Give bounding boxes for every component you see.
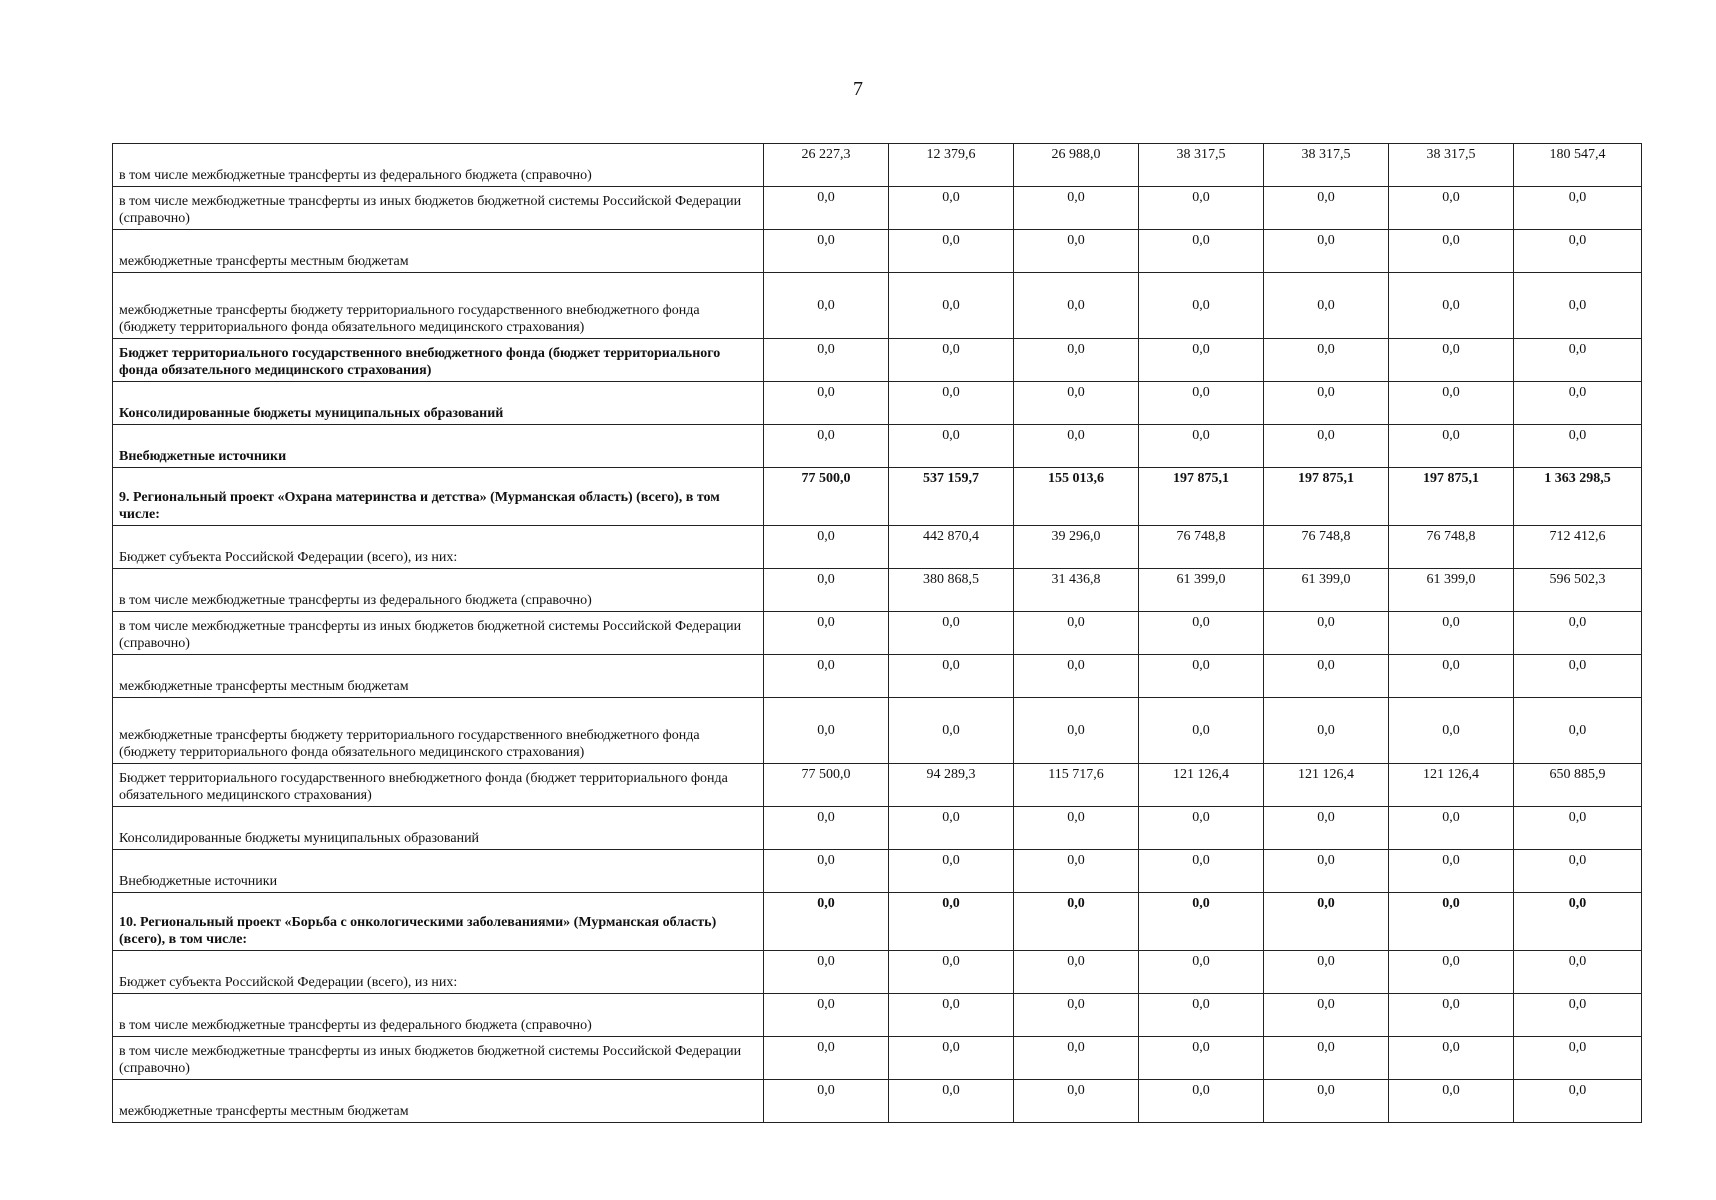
value-cell: 0,0	[1264, 612, 1389, 655]
value-cell: 0,0	[764, 339, 889, 382]
row-label: Бюджет субъекта Российской Федерации (всего), из них:	[113, 526, 764, 569]
value-cell: 0,0	[1014, 1080, 1139, 1123]
value-cell: 0,0	[1139, 187, 1264, 230]
value-cell: 537 159,7	[889, 468, 1014, 526]
value-cell: 0,0	[1264, 893, 1389, 951]
table-row	[113, 526, 1642, 569]
value-cell: 0,0	[1264, 655, 1389, 698]
value-cell: 0,0	[1514, 850, 1642, 893]
row-label: в том числе межбюджетные трансферты из федерального бюджета (справочно)	[113, 144, 764, 187]
value-cell: 0,0	[1014, 1037, 1139, 1080]
table-row	[113, 569, 1642, 612]
value-cell: 0,0	[889, 951, 1014, 994]
row-label: 9. Региональный проект «Охрана материнства и детства» (Мурманская область) (всего), в том числе:	[113, 468, 764, 526]
table-row	[113, 187, 1642, 230]
table-row	[113, 850, 1642, 893]
table-row	[113, 230, 1642, 273]
value-cell: 155 013,6	[1014, 468, 1139, 526]
value-cell: 0,0	[1389, 273, 1514, 339]
value-cell: 0,0	[1014, 951, 1139, 994]
table-row	[113, 382, 1642, 425]
value-cell: 0,0	[1514, 994, 1642, 1037]
value-cell: 0,0	[1014, 893, 1139, 951]
row-label: межбюджетные трансферты бюджету территориального государственного внебюджетного фонда (бюджету территориального фонда обязательного медицинского страхования)	[113, 698, 764, 764]
table-row	[113, 339, 1642, 382]
table-row	[113, 893, 1642, 951]
value-cell: 650 885,9	[1514, 764, 1642, 807]
value-cell: 0,0	[764, 807, 889, 850]
value-cell: 0,0	[1389, 850, 1514, 893]
value-cell: 0,0	[1389, 230, 1514, 273]
value-cell: 0,0	[1264, 230, 1389, 273]
value-cell: 0,0	[1514, 339, 1642, 382]
value-cell: 0,0	[764, 655, 889, 698]
value-cell: 0,0	[1014, 698, 1139, 764]
value-cell: 12 379,6	[889, 144, 1014, 187]
value-cell: 0,0	[889, 850, 1014, 893]
value-cell: 0,0	[1014, 382, 1139, 425]
value-cell: 0,0	[889, 655, 1014, 698]
value-cell: 76 748,8	[1139, 526, 1264, 569]
table-row	[113, 273, 1642, 339]
value-cell: 38 317,5	[1139, 144, 1264, 187]
value-cell: 77 500,0	[764, 764, 889, 807]
value-cell: 0,0	[1514, 187, 1642, 230]
value-cell: 0,0	[1139, 994, 1264, 1037]
value-cell: 26 227,3	[764, 144, 889, 187]
value-cell: 61 399,0	[1264, 569, 1389, 612]
value-cell: 0,0	[1014, 339, 1139, 382]
value-cell: 0,0	[1514, 1037, 1642, 1080]
value-cell: 0,0	[764, 425, 889, 468]
value-cell: 0,0	[1389, 382, 1514, 425]
value-cell: 0,0	[764, 230, 889, 273]
value-cell: 0,0	[889, 612, 1014, 655]
value-cell: 0,0	[1139, 850, 1264, 893]
page-number: 7	[853, 78, 863, 100]
value-cell: 94 289,3	[889, 764, 1014, 807]
value-cell: 0,0	[1514, 807, 1642, 850]
value-cell: 0,0	[889, 994, 1014, 1037]
value-cell: 0,0	[1514, 655, 1642, 698]
value-cell: 0,0	[1014, 850, 1139, 893]
value-cell: 0,0	[1014, 655, 1139, 698]
value-cell: 0,0	[1514, 612, 1642, 655]
row-label: Внебюджетные источники	[113, 425, 764, 468]
value-cell: 0,0	[889, 339, 1014, 382]
value-cell: 0,0	[764, 850, 889, 893]
value-cell: 0,0	[1014, 612, 1139, 655]
row-label: в том числе межбюджетные трансферты из иных бюджетов бюджетной системы Российской Федерации (справочно)	[113, 187, 764, 230]
value-cell: 0,0	[889, 230, 1014, 273]
row-label: межбюджетные трансферты местным бюджетам	[113, 230, 764, 273]
table-row	[113, 1037, 1642, 1080]
table-row	[113, 698, 1642, 764]
value-cell: 0,0	[889, 382, 1014, 425]
value-cell: 0,0	[889, 698, 1014, 764]
value-cell: 0,0	[764, 187, 889, 230]
value-cell: 0,0	[764, 698, 889, 764]
value-cell: 0,0	[889, 1080, 1014, 1123]
value-cell: 0,0	[1264, 187, 1389, 230]
table-row	[113, 994, 1642, 1037]
value-cell: 0,0	[1514, 698, 1642, 764]
value-cell: 38 317,5	[1389, 144, 1514, 187]
value-cell: 61 399,0	[1389, 569, 1514, 612]
value-cell: 0,0	[889, 807, 1014, 850]
value-cell: 0,0	[1514, 273, 1642, 339]
value-cell: 0,0	[889, 893, 1014, 951]
value-cell: 0,0	[1014, 187, 1139, 230]
value-cell: 0,0	[1389, 655, 1514, 698]
value-cell: 121 126,4	[1389, 764, 1514, 807]
value-cell: 0,0	[889, 425, 1014, 468]
value-cell: 0,0	[1514, 382, 1642, 425]
value-cell: 39 296,0	[1014, 526, 1139, 569]
value-cell: 0,0	[1139, 807, 1264, 850]
value-cell: 0,0	[1139, 612, 1264, 655]
value-cell: 0,0	[1014, 425, 1139, 468]
table-row	[113, 764, 1642, 807]
table-row	[113, 951, 1642, 994]
table-row	[113, 807, 1642, 850]
row-label: Консолидированные бюджеты муниципальных образований	[113, 807, 764, 850]
value-cell: 0,0	[1139, 893, 1264, 951]
value-cell: 0,0	[1514, 893, 1642, 951]
value-cell: 115 717,6	[1014, 764, 1139, 807]
value-cell: 0,0	[764, 1080, 889, 1123]
value-cell: 0,0	[1514, 951, 1642, 994]
value-cell: 0,0	[764, 273, 889, 339]
row-label: межбюджетные трансферты местным бюджетам	[113, 655, 764, 698]
value-cell: 0,0	[1139, 230, 1264, 273]
value-cell: 197 875,1	[1139, 468, 1264, 526]
value-cell: 77 500,0	[764, 468, 889, 526]
value-cell: 0,0	[1014, 273, 1139, 339]
value-cell: 0,0	[1389, 893, 1514, 951]
row-label: Бюджет территориального государственного внебюджетного фонда (бюджет территориального фонда обязательного медицинского страхования)	[113, 339, 764, 382]
row-label: в том числе межбюджетные трансферты из иных бюджетов бюджетной системы Российской Федерации (справочно)	[113, 1037, 764, 1080]
value-cell: 0,0	[1389, 339, 1514, 382]
value-cell: 0,0	[889, 273, 1014, 339]
value-cell: 76 748,8	[1389, 526, 1514, 569]
value-cell: 380 868,5	[889, 569, 1014, 612]
value-cell: 76 748,8	[1264, 526, 1389, 569]
value-cell: 0,0	[764, 526, 889, 569]
table-row	[113, 144, 1642, 187]
value-cell: 0,0	[1514, 1080, 1642, 1123]
value-cell: 180 547,4	[1514, 144, 1642, 187]
value-cell: 0,0	[1264, 425, 1389, 468]
value-cell: 0,0	[1389, 1037, 1514, 1080]
value-cell: 0,0	[1139, 1080, 1264, 1123]
row-label: в том числе межбюджетные трансферты из федерального бюджета (справочно)	[113, 569, 764, 612]
table-row	[113, 612, 1642, 655]
value-cell: 61 399,0	[1139, 569, 1264, 612]
budget-table	[112, 143, 1642, 1123]
value-cell: 26 988,0	[1014, 144, 1139, 187]
value-cell: 0,0	[764, 951, 889, 994]
value-cell: 0,0	[1389, 807, 1514, 850]
value-cell: 0,0	[1139, 425, 1264, 468]
value-cell: 0,0	[1139, 655, 1264, 698]
row-label: Бюджет территориального государственного внебюджетного фонда (бюджет территориального фонда обязательного медицинского страхования)	[113, 764, 764, 807]
value-cell: 0,0	[1264, 850, 1389, 893]
value-cell: 0,0	[1389, 994, 1514, 1037]
value-cell: 0,0	[1264, 382, 1389, 425]
table-row	[113, 1080, 1642, 1123]
value-cell: 0,0	[764, 994, 889, 1037]
value-cell: 0,0	[1389, 698, 1514, 764]
value-cell: 121 126,4	[1139, 764, 1264, 807]
value-cell: 0,0	[1389, 951, 1514, 994]
value-cell: 0,0	[1264, 994, 1389, 1037]
value-cell: 0,0	[1139, 382, 1264, 425]
value-cell: 121 126,4	[1264, 764, 1389, 807]
value-cell: 0,0	[1389, 1080, 1514, 1123]
table-row	[113, 468, 1642, 526]
row-label: в том числе межбюджетные трансферты из иных бюджетов бюджетной системы Российской Федерации (справочно)	[113, 612, 764, 655]
value-cell: 0,0	[764, 569, 889, 612]
value-cell: 0,0	[764, 1037, 889, 1080]
value-cell: 0,0	[1139, 698, 1264, 764]
row-label: Внебюджетные источники	[113, 850, 764, 893]
value-cell: 0,0	[1514, 425, 1642, 468]
value-cell: 0,0	[1389, 612, 1514, 655]
value-cell: 0,0	[1014, 230, 1139, 273]
value-cell: 31 436,8	[1014, 569, 1139, 612]
value-cell: 0,0	[1264, 339, 1389, 382]
value-cell: 0,0	[1264, 273, 1389, 339]
value-cell: 0,0	[889, 1037, 1014, 1080]
value-cell: 0,0	[1389, 187, 1514, 230]
value-cell: 442 870,4	[889, 526, 1014, 569]
value-cell: 0,0	[764, 612, 889, 655]
value-cell: 0,0	[1139, 273, 1264, 339]
row-label: Бюджет субъекта Российской Федерации (всего), из них:	[113, 951, 764, 994]
value-cell: 0,0	[1139, 1037, 1264, 1080]
value-cell: 0,0	[1264, 807, 1389, 850]
value-cell: 197 875,1	[1389, 468, 1514, 526]
row-label: Консолидированные бюджеты муниципальных образований	[113, 382, 764, 425]
value-cell: 712 412,6	[1514, 526, 1642, 569]
value-cell: 0,0	[1014, 994, 1139, 1037]
value-cell: 0,0	[1264, 1037, 1389, 1080]
value-cell: 197 875,1	[1264, 468, 1389, 526]
value-cell: 0,0	[1139, 339, 1264, 382]
value-cell: 0,0	[1264, 1080, 1389, 1123]
row-label: межбюджетные трансферты бюджету территориального государственного внебюджетного фонда (бюджету территориального фонда обязательного медицинского страхования)	[113, 273, 764, 339]
row-label: в том числе межбюджетные трансферты из федерального бюджета (справочно)	[113, 994, 764, 1037]
value-cell: 0,0	[764, 893, 889, 951]
value-cell: 0,0	[1264, 951, 1389, 994]
value-cell: 1 363 298,5	[1514, 468, 1642, 526]
row-label: межбюджетные трансферты местным бюджетам	[113, 1080, 764, 1123]
value-cell: 0,0	[1139, 951, 1264, 994]
value-cell: 596 502,3	[1514, 569, 1642, 612]
value-cell: 0,0	[1514, 230, 1642, 273]
table-row	[113, 425, 1642, 468]
value-cell: 0,0	[889, 187, 1014, 230]
value-cell: 0,0	[1014, 807, 1139, 850]
value-cell: 38 317,5	[1264, 144, 1389, 187]
table-body	[113, 144, 1642, 1123]
value-cell: 0,0	[1264, 698, 1389, 764]
table-row	[113, 655, 1642, 698]
value-cell: 0,0	[1389, 425, 1514, 468]
value-cell: 0,0	[764, 382, 889, 425]
row-label: 10. Региональный проект «Борьба с онкологическими заболеваниями» (Мурманская область) (всего), в том числе:	[113, 893, 764, 951]
